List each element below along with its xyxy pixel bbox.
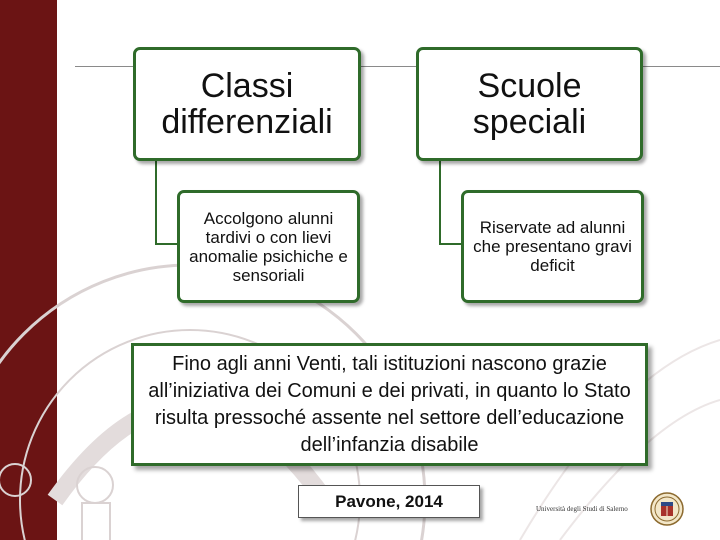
university-crest-icon (650, 492, 684, 526)
citation-text: Pavone, 2014 (335, 491, 443, 511)
right-description-box (461, 190, 644, 303)
sidebar-band (0, 0, 57, 540)
citation-box (298, 485, 480, 518)
university-name: Università degli Studi di Salerno (536, 505, 628, 513)
right-title-box (416, 47, 643, 161)
left-title: Classi differenziali (161, 67, 333, 141)
left-description-box (177, 190, 360, 303)
right-title: Scuole speciali (472, 67, 587, 141)
left-title-box (133, 47, 361, 161)
right-description: Riservate ad alunni che presentano gravi deficit (473, 218, 632, 275)
note-text: Fino agli anni Venti, tali istituzioni nascono grazie all’iniziativa dei Comuni e dei privati, in quanto lo Stato risulta pressoché assente nel settore dell’educazione dell’infanzia disabile (148, 352, 631, 456)
left-description: Accolgono alunni tardivi o con lievi anomalie psichiche e sensoriali (189, 208, 348, 285)
note-box (131, 343, 648, 466)
